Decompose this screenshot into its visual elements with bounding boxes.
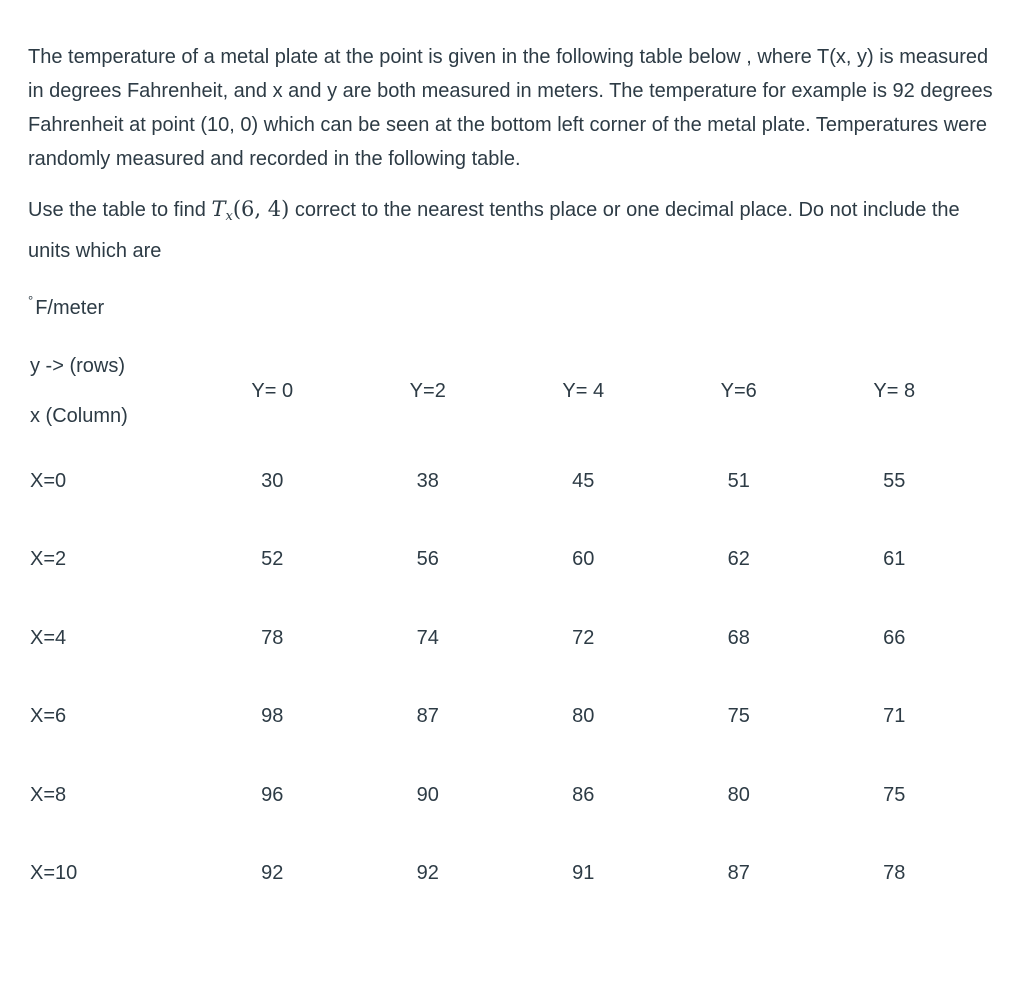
table-cell: 87	[416, 705, 439, 728]
table-cell: 66	[883, 626, 906, 649]
table-corner-header	[24, 340, 195, 442]
task-text-end: correct to the nearest tenths place or one decimal place. Do not include the units which are	[28, 199, 960, 262]
table-cell: 98	[261, 705, 284, 728]
column-header: Y= 0	[251, 379, 294, 402]
table-cell: 78	[261, 626, 284, 649]
table-cell: 72	[572, 626, 595, 649]
table-cell: 74	[416, 626, 439, 649]
math-function-symbol: T	[211, 197, 226, 221]
corner-rows-label: y -> (rows)	[30, 355, 125, 377]
row-header: X=4	[30, 626, 67, 649]
table-row	[24, 678, 972, 757]
partial-derivative-expression	[211, 197, 290, 224]
table-cell: 56	[416, 548, 439, 571]
table-cell: 78	[883, 862, 906, 885]
table-cell: 75	[727, 705, 750, 728]
column-header: Y= 4	[562, 379, 605, 402]
question-paragraph-task	[28, 192, 998, 268]
table-cell: 86	[572, 783, 595, 806]
table-cell: 80	[572, 705, 595, 728]
table-cell: 68	[727, 626, 750, 649]
temperature-table	[24, 340, 972, 913]
question-paragraph-intro: The temperature of a metal plate at the point is given in the following table below , where T(x, y) is measured in degrees Fahrenheit, and x and y are both measured in meters. The temperature for example is 92 degrees Fahrenheit at point (10, 0) which can be seen at the bottom left corner of the metal plate. Temperatures were randomly measured and recorded in the following table.	[28, 46, 993, 170]
corner-column-label: x (Column)	[30, 405, 128, 427]
question-text	[28, 40, 998, 325]
table-cell: 52	[261, 548, 284, 571]
math-arguments: (6, 4)	[232, 197, 290, 221]
row-header: X=6	[30, 705, 67, 728]
table-cell: 87	[727, 862, 750, 885]
degree-symbol: °	[28, 293, 34, 308]
table-cell: 61	[883, 548, 906, 571]
table-cell: 80	[727, 783, 750, 806]
table-cell: 55	[883, 469, 906, 492]
table-row	[24, 756, 972, 835]
table-row	[24, 599, 972, 678]
row-header: X=8	[30, 783, 67, 806]
unit-text: F/meter	[35, 297, 105, 319]
row-header: X=10	[30, 862, 78, 885]
task-text-start: Use the table to find	[28, 199, 212, 221]
column-header: Y= 8	[873, 379, 916, 402]
column-header: Y=6	[720, 379, 757, 402]
table-cell: 60	[572, 548, 595, 571]
table-cell: 71	[883, 705, 906, 728]
table-cell: 92	[416, 862, 439, 885]
table-row	[24, 442, 972, 521]
table-cell: 38	[416, 469, 439, 492]
table-cell: 91	[572, 862, 595, 885]
math-subscript: x	[225, 209, 233, 224]
table-cell: 51	[727, 469, 750, 492]
row-header: X=2	[30, 548, 67, 571]
table-cell: 96	[261, 783, 284, 806]
table-cell: 90	[416, 783, 439, 806]
table-cell: 92	[261, 862, 284, 885]
row-header: X=0	[30, 469, 67, 492]
table-row	[24, 521, 972, 600]
table-cell: 30	[261, 469, 284, 492]
table-header-row	[24, 340, 972, 442]
table-cell: 45	[572, 469, 595, 492]
table-cell: 75	[883, 783, 906, 806]
table-row	[24, 835, 972, 914]
column-header: Y=2	[409, 379, 446, 402]
unit-label	[28, 284, 998, 325]
table-cell: 62	[727, 548, 750, 571]
